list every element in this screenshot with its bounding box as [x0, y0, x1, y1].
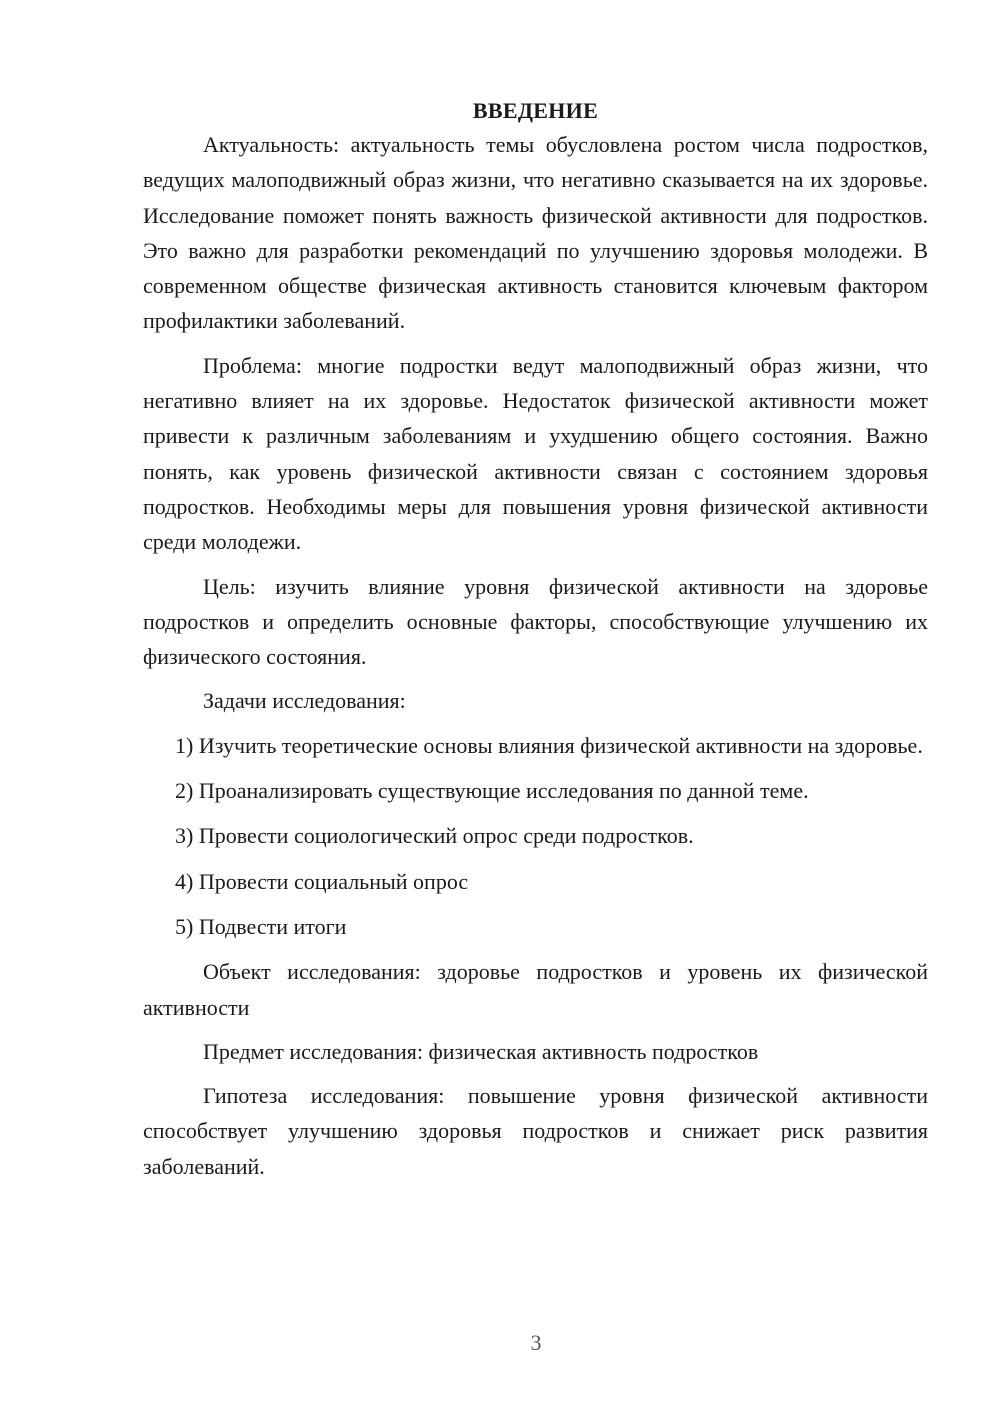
- list-item: 4) Провести социальный опрос: [175, 868, 469, 894]
- list-item: 5) Подвести итоги: [175, 913, 347, 939]
- problem-paragraph: Проблема: многие подростки ведут малоподвижный образ жизни, что негативно влияет на их здоровье. Недостаток физической активности может привести к различным заболеваниям и ухудшению общего состояния. Важно понять, как уровень физической активности связан с состоянием здоровья подростков. Необходимы меры для повышения уровня физической активности среди молодежи.: [143, 352, 928, 555]
- list-item: 3) Провести социологический опрос среди подростков.: [175, 823, 694, 849]
- tasks-list: [143, 728, 928, 944]
- subject-paragraph: Предмет исследования: физическая активность подростков: [203, 1038, 759, 1064]
- hypothesis-paragraph: Гипотеза исследования: повышение уровня физической активности способствует улучшению здоровья подростков и снижает риск развития заболеваний.: [143, 1083, 928, 1179]
- object-paragraph: Объект исследования: здоровье подростков и уровень их физической активности: [143, 959, 928, 1020]
- tasks-heading: Задачи исследования:: [203, 688, 406, 714]
- goal-paragraph: Цель: изучить влияние уровня физической активности на здоровье подростков и определить основные факторы, способствующие улучшению их физического состояния.: [143, 573, 928, 670]
- section-title: ВВЕДЕНИЕ: [472, 98, 599, 123]
- list-item: 1) Изучить теоретические основы влияния физической активности на здоровье.: [175, 732, 923, 758]
- list-item: 2) Проанализировать существующие исследования по данной теме.: [175, 778, 809, 804]
- relevance-paragraph: Актуальность: актуальность темы обусловлена ростом числа подростков, ведущих малоподвижный образ жизни, что негативно сказывается на их здоровье. Исследование поможет понять важность физической активности для подростков. Это важно для разработки рекомендаций по улучшению здоровья молодежи. В современном обществе физическая активность становится ключевым фактором профилактики заболеваний.: [143, 132, 928, 334]
- document-page: [143, 96, 928, 1193]
- page-number: 3: [530, 1330, 542, 1355]
